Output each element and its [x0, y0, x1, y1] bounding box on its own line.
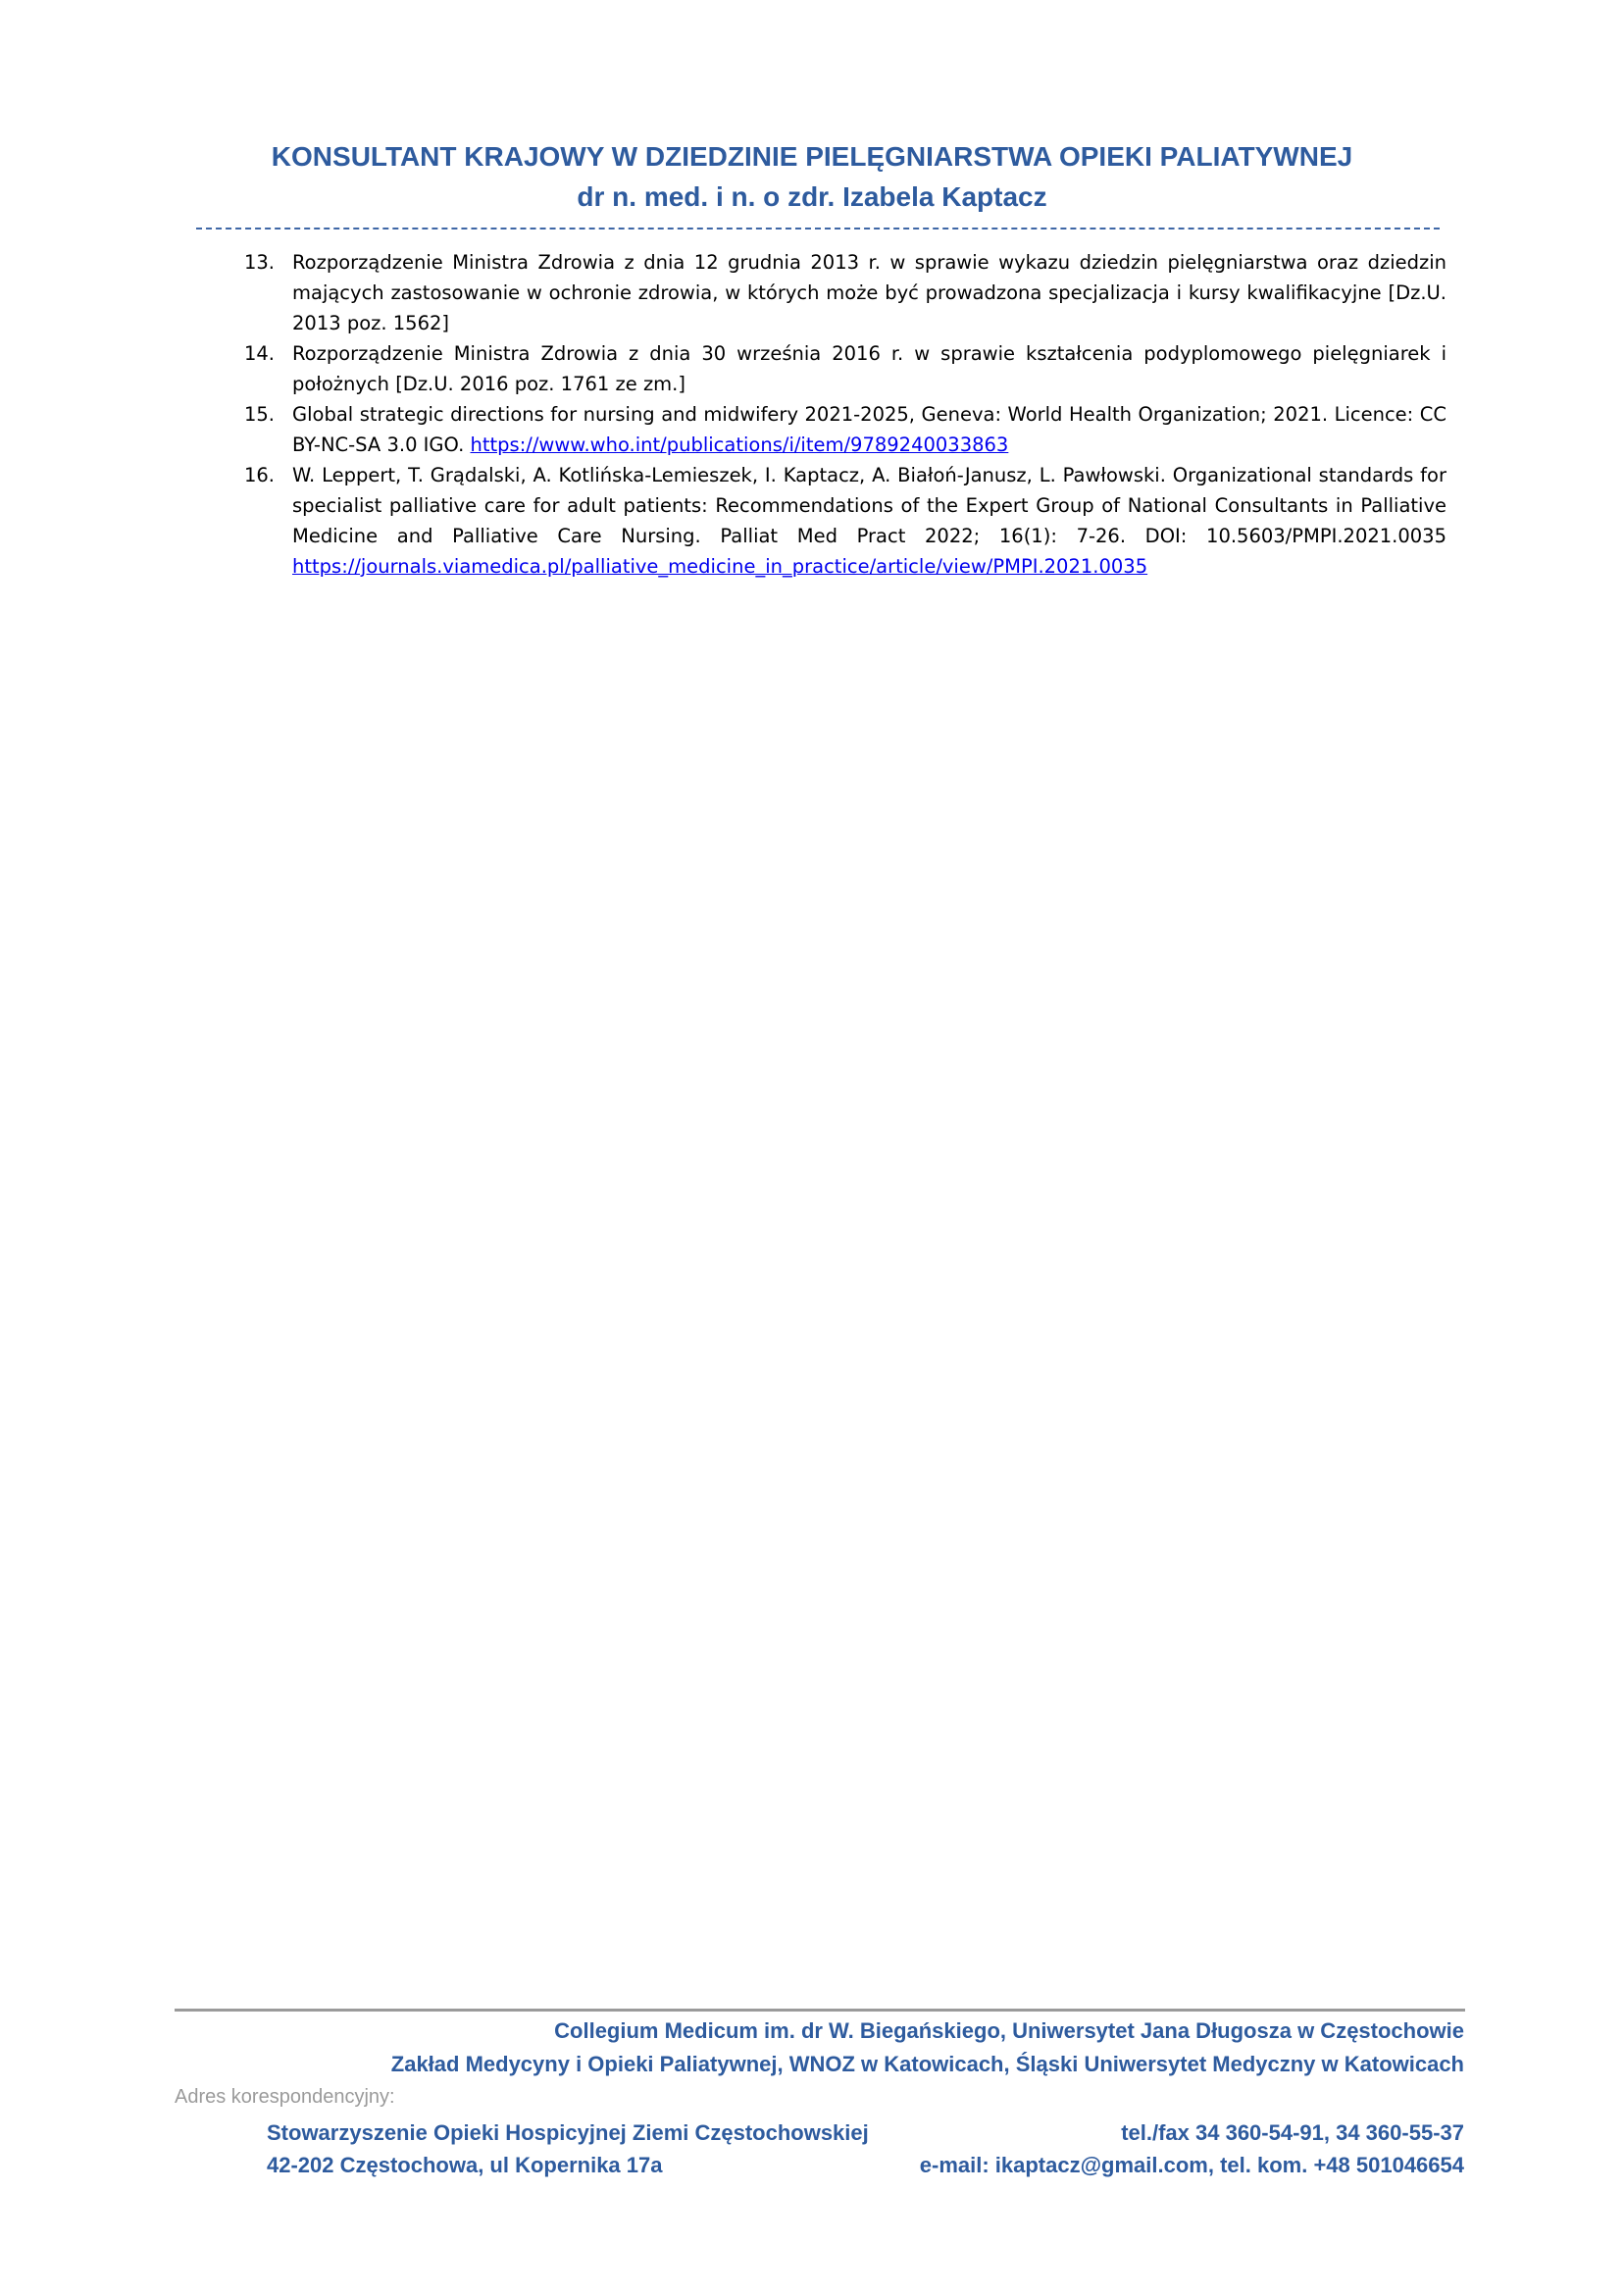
- letterhead: [0, 137, 1624, 218]
- reference-body: Rozporządzenie Ministra Zdrowia z dnia 30 września 2016 r. w sprawie kształcenia podyplomowego pielęgniarek i położnych [Dz.U. 2016 poz. 1761 ze zm.]: [292, 342, 1446, 395]
- letterhead-subtitle: dr n. med. i n. o zdr. Izabela Kaptacz: [577, 181, 1047, 212]
- reference-text: [292, 247, 1446, 338]
- reference-text: [292, 460, 1446, 582]
- letterhead-title: KONSULTANT KRAJOWY W DZIEDZINIE PIELĘGNIARSTWA OPIEKI PALIATYWNEJ: [271, 141, 1353, 172]
- footer-contact-row-2: [267, 2153, 1464, 2178]
- reference-number: 16.: [243, 464, 275, 486]
- footer-contact-row-1: [267, 2120, 1464, 2146]
- reference-body: Global strategic directions for nursing and midwifery 2021-2025, Geneva: World Health Organization; 2021. Licence: CC BY-NC-SA 3.0 IGO.: [292, 403, 1446, 456]
- footer-address-label: Adres korespondencyjny:: [175, 2086, 395, 2108]
- reference-number: 15.: [243, 403, 275, 426]
- reference-body: W. Leppert, T. Grądalski, A. Kotlińska-Lemieszek, I. Kaptacz, A. Białoń-Janusz, L. Pawłowski. Organizational standards for specialist palliative care for adult patients: Recommendations of the Expert Group of National Consultants in Palliative Medicine and Palliative Care Nursing. Palliat Med Pract 2022; 16(1): 7-26. DOI: 10.5603/PMPI.2021.0035: [292, 464, 1446, 547]
- footer-street: 42-202 Częstochowa, ul Kopernika 17a: [267, 2153, 663, 2177]
- reference-text: [292, 338, 1446, 399]
- reference-number: 14.: [243, 342, 275, 365]
- footer-affiliation-1: Collegium Medicum im. dr W. Biegańskiego, Uniwersytet Jana Długosza w Częstochowie: [554, 2018, 1464, 2043]
- reference-link[interactable]: https://journals.viamedica.pl/palliative_medicine_in_practice/article/view/PMPI.2021.0035: [292, 555, 1148, 578]
- footer-divider: [175, 2009, 1465, 2012]
- reference-item: [196, 399, 1446, 460]
- reference-list: [196, 247, 1446, 582]
- dashed-divider: [196, 228, 1440, 229]
- reference-item: [196, 460, 1446, 582]
- footer-organization: Stowarzyszenie Opieki Hospicyjnej Ziemi Częstochowskiej: [267, 2120, 869, 2145]
- reference-number: 13.: [243, 251, 275, 274]
- reference-text: [292, 399, 1446, 460]
- reference-body: Rozporządzenie Ministra Zdrowia z dnia 12 grudnia 2013 r. w sprawie wykazu dziedzin pielęgniarstwa oraz dziedzin mających zastosowanie w ochronie zdrowia, w których może być prowadzona specjalizacja i kursy kwalifikacyjne [Dz.U. 2013 poz. 1562]: [292, 251, 1446, 334]
- reference-item: [196, 338, 1446, 399]
- reference-link[interactable]: https://www.who.int/publications/i/item/9789240033863: [470, 433, 1009, 456]
- footer-phone: tel./fax 34 360-54-91, 34 360-55-37: [1121, 2120, 1464, 2145]
- reference-item: [196, 247, 1446, 338]
- footer-email: e-mail: ikaptacz@gmail.com, tel. kom. +48 501046654: [919, 2153, 1464, 2177]
- footer-affiliation-2: Zakład Medycyny i Opieki Paliatywnej, WNOZ w Katowicach, Śląski Uniwersytet Medyczny w Katowicach: [390, 2052, 1464, 2076]
